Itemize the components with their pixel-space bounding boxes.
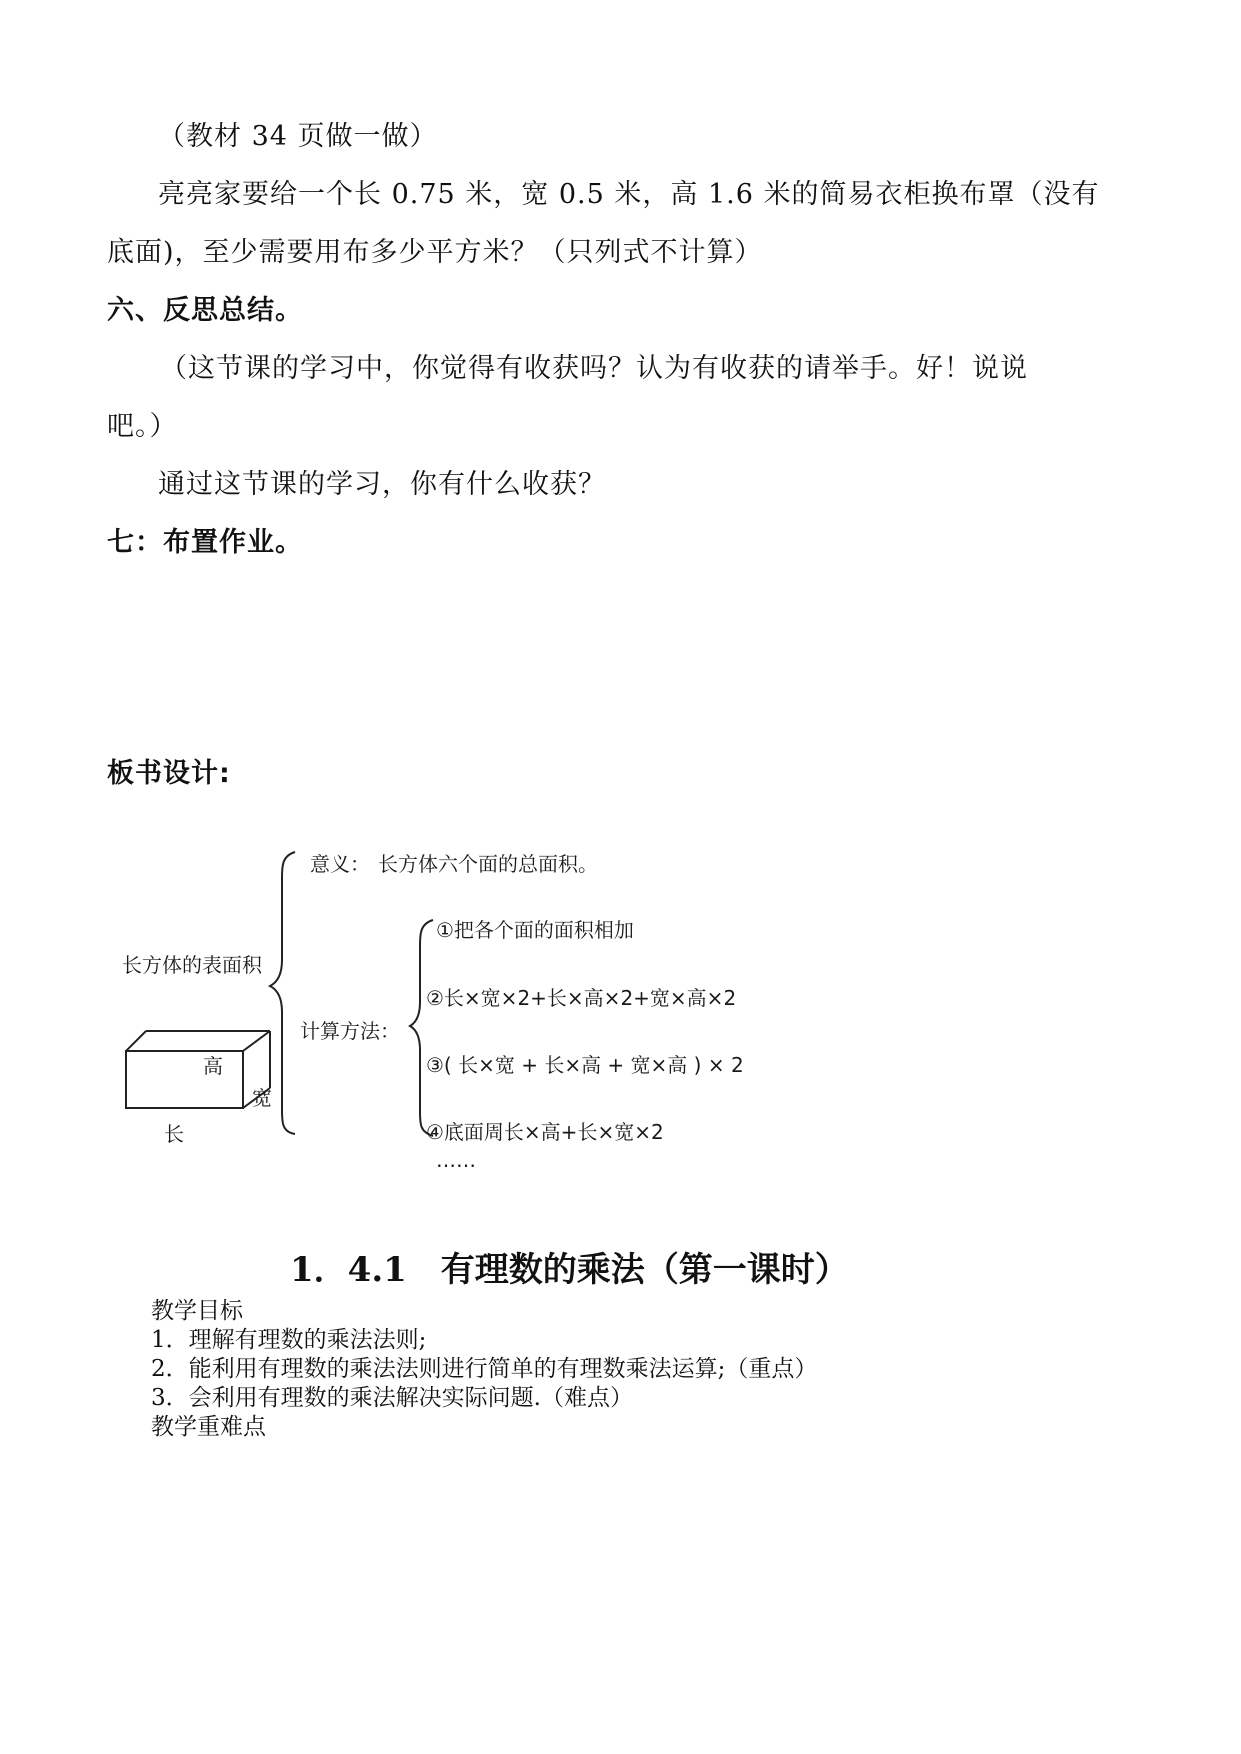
- method-ellipsis: ……: [436, 1148, 476, 1172]
- cuboid-drawing: [126, 1031, 270, 1108]
- board-design-heading: 板书设计:: [107, 758, 231, 789]
- goal-item-3: 3．会利用有理数的乘法解决实际问题.（难点）: [151, 1385, 633, 1411]
- method-item-1: ①把各个面的面积相加: [436, 918, 634, 942]
- cuboid-height-label: 高: [203, 1054, 223, 1078]
- homework-heading: 七：布置作业。: [107, 527, 303, 558]
- reflection-heading: 六、反思总结。: [107, 295, 303, 326]
- lesson-title: 1．4.1 有理数的乘法（第一课时）: [290, 1250, 849, 1290]
- cuboid-length-label: 长: [164, 1122, 184, 1146]
- board-topic: 长方体的表面积: [122, 953, 262, 977]
- problem-text-line-1: 亮亮家要给一个长 0.75 米，宽 0.5 米，高 1.6 米的简易衣柜换布罩（没有: [158, 179, 1100, 210]
- methods-brace: [410, 920, 433, 1136]
- cuboid-width-label: 宽: [252, 1086, 272, 1110]
- key-points-heading: 教学重难点: [151, 1414, 266, 1440]
- reflection-line-3: 通过这节课的学习，你有什么收获？: [158, 469, 606, 500]
- reflection-line-1: （这节课的学习中，你觉得有收获吗？认为有收获的请举手。好！说说: [160, 353, 1028, 384]
- teaching-goals-heading: 教学目标: [151, 1298, 243, 1324]
- main-brace: [270, 852, 295, 1134]
- method-item-4: ④底面周长×高+长×宽×2: [426, 1120, 664, 1144]
- problem-text-line-2: 底面)，至少需要用布多少平方米？（只列式不计算）: [107, 237, 763, 268]
- method-item-3: ③( 长×宽 + 长×高 + 宽×高 ) × 2: [426, 1053, 744, 1077]
- textbook-reference: （教材 34 页做一做）: [158, 121, 438, 152]
- goal-item-1: 1．理解有理数的乘法法则;: [151, 1327, 427, 1353]
- method-label: 计算方法：: [300, 1019, 400, 1043]
- reflection-line-2: 吧。）: [107, 411, 178, 442]
- method-item-2: ②长×宽×2+长×高×2+宽×高×2: [426, 986, 737, 1010]
- meaning-text: 长方体六个面的总面积。: [378, 852, 598, 876]
- goal-item-2: 2．能利用有理数的乘法法则进行简单的有理数乘法运算;（重点）: [151, 1356, 818, 1382]
- meaning-label: 意义：: [310, 852, 370, 876]
